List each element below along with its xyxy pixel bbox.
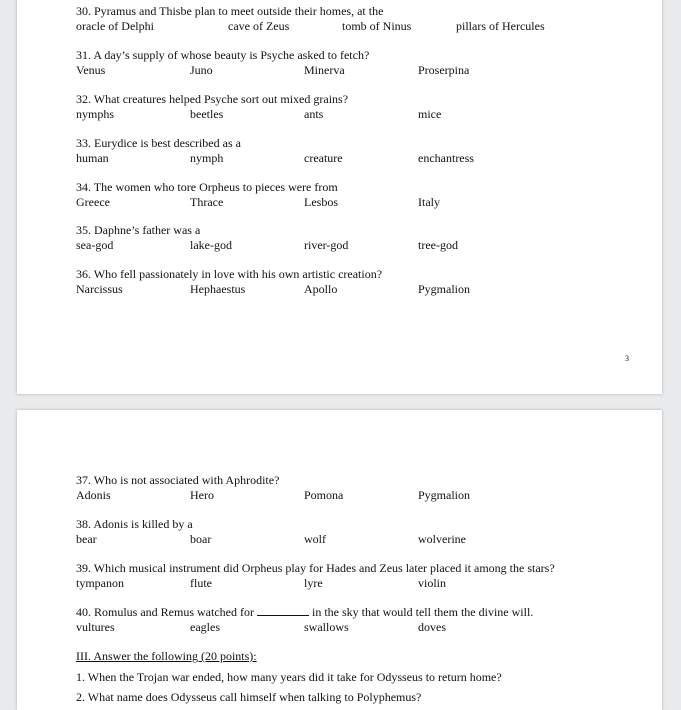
question-stem: 39. Which musical instrument did Orpheus play for Hades and Zeus later placed it among the stars? — [76, 561, 555, 575]
option-c[interactable]: Apollo — [304, 281, 338, 296]
option-c[interactable]: Lesbos — [304, 194, 338, 209]
question-38 — [76, 517, 466, 547]
option-c[interactable]: river-god — [304, 237, 349, 252]
question-stem: 34. The women who tore Orpheus to pieces were from — [76, 180, 338, 194]
option-c[interactable]: lyre — [304, 575, 323, 590]
option-b[interactable]: eagles — [190, 619, 220, 634]
option-a[interactable]: Adonis — [76, 487, 111, 502]
option-d[interactable]: violin — [418, 575, 447, 590]
option-a[interactable]: Venus — [76, 62, 106, 77]
answer-options — [76, 62, 470, 78]
question-stem: 38. Adonis is killed by a — [76, 517, 193, 531]
answer-options — [76, 281, 471, 297]
question-40 — [76, 605, 533, 635]
question-36 — [76, 267, 471, 297]
option-c[interactable]: wolf — [304, 531, 326, 546]
question-stem: 32. What creatures helped Psyche sort out mixed grains? — [76, 92, 349, 106]
option-c[interactable]: Pomona — [304, 487, 344, 502]
option-d[interactable]: Pygmalion — [418, 487, 471, 502]
option-c[interactable]: Minerva — [304, 62, 345, 77]
option-a[interactable]: Narcissus — [76, 281, 123, 296]
question-35 — [76, 223, 458, 253]
question-stem: 30. Pyramus and Thisbe plan to meet outside their homes, at the — [76, 4, 384, 18]
option-b[interactable]: boar — [190, 531, 212, 546]
option-d[interactable]: Proserpina — [418, 62, 470, 77]
option-a[interactable]: sea-god — [76, 237, 114, 252]
option-a[interactable]: tympanon — [76, 575, 124, 590]
option-d[interactable]: pillars of Hercules — [456, 18, 545, 33]
answer-options — [76, 150, 474, 166]
option-b[interactable]: Hephaestus — [190, 281, 246, 296]
answer-options — [76, 487, 471, 503]
answer-options — [76, 620, 533, 635]
question-stem: 35. Daphne’s father was a — [76, 223, 201, 237]
option-d[interactable]: Pygmalion — [418, 281, 471, 296]
option-c[interactable]: creature — [304, 150, 343, 165]
option-c[interactable]: ants — [304, 106, 324, 121]
page-3 — [17, 0, 662, 394]
section-title: III. Answer the following (20 points): — [76, 649, 257, 663]
option-a[interactable]: oracle of Delphi — [76, 18, 154, 33]
option-b[interactable]: flute — [190, 575, 212, 590]
option-d[interactable]: doves — [418, 619, 446, 634]
option-d[interactable]: enchantress — [418, 150, 474, 165]
stem-before-blank: 40. Romulus and Remus watched for — [76, 605, 254, 619]
short-answer-question-2: 2. What name does Odysseus call himself when talking to Polyphemus? — [76, 690, 422, 704]
answer-options — [76, 576, 555, 591]
option-b[interactable]: cave of Zeus — [228, 18, 290, 33]
answer-options — [76, 237, 458, 253]
option-a[interactable]: human — [76, 150, 109, 165]
question-31 — [76, 48, 470, 78]
page-4 — [17, 410, 662, 710]
question-stem: 36. Who fell passionately in love with his own artistic creation? — [76, 267, 383, 281]
question-stem: 33. Eurydice is best described as a — [76, 136, 241, 150]
option-d[interactable]: mice — [418, 106, 442, 121]
option-d[interactable]: tree-god — [418, 237, 458, 252]
option-b[interactable]: lake-god — [190, 237, 232, 252]
section-iii — [76, 649, 502, 705]
question-32 — [76, 92, 442, 122]
answer-options — [76, 531, 466, 547]
question-39 — [76, 561, 555, 591]
option-a[interactable]: bear — [76, 531, 97, 546]
question-stem: 31. A day’s supply of whose beauty is Psyche asked to fetch? — [76, 48, 370, 62]
question-33 — [76, 136, 474, 166]
answer-options — [76, 18, 545, 34]
option-c[interactable]: swallows — [304, 619, 349, 634]
option-b[interactable]: beetles — [190, 106, 224, 121]
short-answer-question-1: 1. When the Trojan war ended, how many years did it take for Odysseus to return home? — [76, 669, 502, 684]
answer-options — [76, 194, 440, 210]
option-a[interactable]: Greece — [76, 194, 110, 209]
option-a[interactable]: nymphs — [76, 106, 115, 121]
stem-after-blank: in the sky that would tell them the divine will. — [311, 605, 534, 619]
page-number: 3 — [625, 354, 629, 363]
option-c[interactable]: tomb of Ninus — [342, 18, 412, 33]
option-b[interactable]: Hero — [190, 487, 214, 502]
question-30 — [76, 4, 545, 34]
option-d[interactable]: Italy — [418, 194, 440, 209]
question-34 — [76, 180, 440, 210]
option-d[interactable]: wolverine — [418, 531, 466, 546]
option-b[interactable]: Thrace — [190, 194, 224, 209]
option-b[interactable]: nymph — [190, 150, 224, 165]
answer-options — [76, 106, 442, 122]
question-stem: 37. Who is not associated with Aphrodite? — [76, 473, 280, 487]
answer-blank — [257, 605, 309, 616]
question-stem — [76, 605, 533, 620]
option-b[interactable]: Juno — [190, 62, 213, 77]
option-a[interactable]: vultures — [76, 619, 115, 634]
question-37 — [76, 473, 471, 503]
